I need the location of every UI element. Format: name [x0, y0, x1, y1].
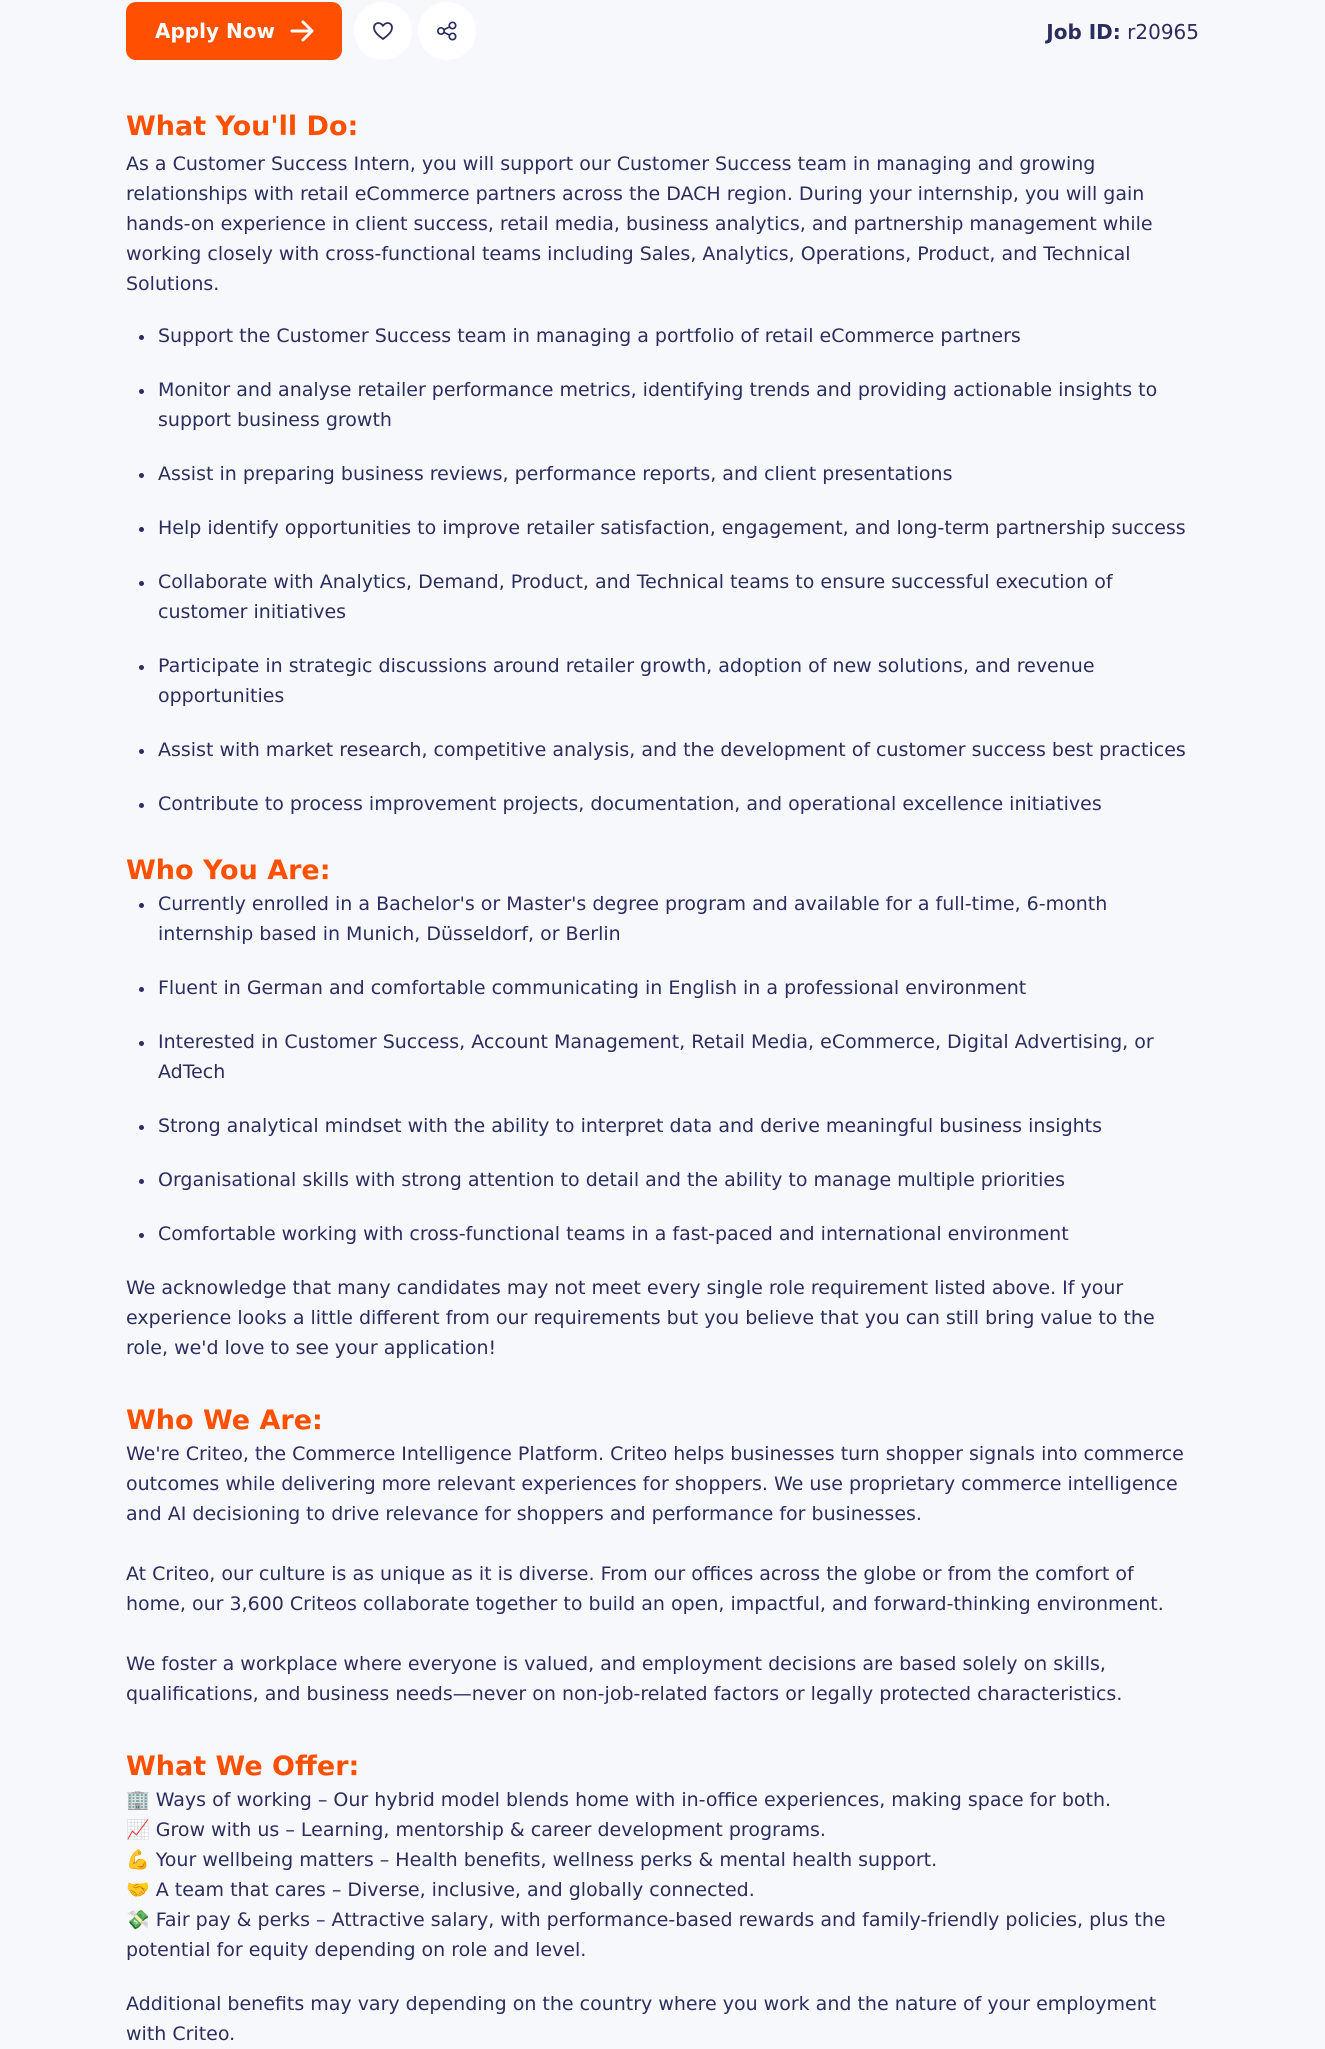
- list-item: Fluent in German and comfortable communicating in English in a professional environment: [126, 973, 1199, 1003]
- benefit-item: [126, 1815, 1199, 1845]
- list-item: Participate in strategic discussions around retailer growth, adoption of new solutions, and revenue opportunities: [126, 651, 1199, 711]
- benefit-text: Fair pay & perks – Attractive salary, with performance-based rewards and family-friendly policies, plus the potential for equity depending on role and level.: [126, 1909, 1166, 1961]
- office-building-icon: 🏢: [126, 1789, 150, 1811]
- benefit-text: Your wellbeing matters – Health benefits, wellness perks & mental health support.: [155, 1849, 938, 1871]
- benefit-item: [126, 1875, 1199, 1905]
- requirements-list: [126, 889, 1199, 1249]
- list-item: Organisational skills with strong attention to detail and the ability to manage multiple priorities: [126, 1165, 1199, 1195]
- job-id-value: r20965: [1127, 20, 1199, 44]
- list-item: Contribute to process improvement projects, documentation, and operational excellence initiatives: [126, 789, 1199, 819]
- arrow-right-icon: [290, 19, 316, 43]
- who-you-are-section: [126, 853, 1199, 1363]
- company-paragraph: At Criteo, our culture is as unique as it is diverse. From our offices across the globe or from the comfort of home, our 3,600 Criteos collaborate together to build an open, impactful, and forward-thinking environment.: [126, 1563, 1164, 1615]
- list-item: Monitor and analyse retailer performance metrics, identifying trends and providing actionable insights to support business growth: [126, 375, 1199, 435]
- list-item: Help identify opportunities to improve retailer satisfaction, engagement, and long-term partnership success: [126, 513, 1199, 543]
- who-we-are-heading: Who We Are:: [126, 1405, 323, 1436]
- benefit-item: [126, 1905, 1199, 1965]
- heart-icon: [372, 21, 394, 41]
- share-button[interactable]: [418, 2, 476, 60]
- list-item: Strong analytical mindset with the ability to interpret data and derive meaningful business insights: [126, 1111, 1199, 1141]
- list-item: Collaborate with Analytics, Demand, Product, and Technical teams to ensure successful execution of customer initiatives: [126, 567, 1199, 627]
- list-item: Currently enrolled in a Bachelor's or Master's degree program and available for a full-time, 6-month internship based in Munich, Düsseldorf, or Berlin: [126, 889, 1199, 949]
- apply-now-label: Apply Now: [155, 19, 275, 43]
- who-you-are-heading: Who You Are:: [126, 855, 331, 886]
- benefits-list: [126, 1785, 1199, 1965]
- flexed-biceps-icon: 💪: [126, 1849, 150, 1871]
- job-description: [126, 0, 1199, 2049]
- list-item: Comfortable working with cross-functional teams in a fast-paced and international environment: [126, 1219, 1199, 1249]
- action-bar: [126, 2, 1199, 62]
- what-you-do-heading: What You'll Do:: [126, 111, 359, 142]
- benefit-text: Ways of working – Our hybrid model blends home with in-office experiences, making space for both.: [155, 1789, 1112, 1811]
- job-id-label: Job ID:: [1046, 20, 1121, 44]
- list-item: Assist with market research, competitive analysis, and the development of customer success best practices: [126, 735, 1199, 765]
- what-you-do-intro: As a Customer Success Intern, you will support our Customer Success team in managing and growing relationships with retail eCommerce partners across the DACH region. During your internship, you will gain hands-on experience in client success, retail media, business analytics, and partnership management while working closely with cross-functional teams including Sales, Analytics, Operations, Product, and Technical Solutions.: [126, 153, 1153, 295]
- apply-now-button[interactable]: [126, 2, 342, 60]
- share-icon: [436, 21, 458, 41]
- benefit-text: A team that cares – Diverse, inclusive, and globally connected.: [155, 1879, 755, 1901]
- what-we-offer-heading: What We Offer:: [126, 1751, 360, 1782]
- benefit-text: Grow with us – Learning, mentorship & career development programs.: [155, 1819, 826, 1841]
- job-id: [1046, 20, 1199, 44]
- money-with-wings-icon: 💸: [126, 1909, 150, 1931]
- list-item: Assist in preparing business reviews, performance reports, and client presentations: [126, 459, 1199, 489]
- what-you-do-section: [126, 109, 1199, 819]
- handshake-icon: 🤝: [126, 1879, 150, 1901]
- benefit-item: [126, 1845, 1199, 1875]
- responsibilities-list: [126, 321, 1199, 819]
- what-we-offer-section: [126, 1749, 1199, 2049]
- list-item: Interested in Customer Success, Account Management, Retail Media, eCommerce, Digital Advertising, or AdTech: [126, 1027, 1199, 1087]
- chart-increasing-icon: 📈: [126, 1819, 150, 1841]
- requirements-closing: We acknowledge that many candidates may not meet every single role requirement listed above. If your experience looks a little different from our requirements but you believe that you can still bring value to the role, we'd love to see your application!: [126, 1277, 1155, 1359]
- who-we-are-section: [126, 1403, 1199, 1709]
- benefits-note: Additional benefits may vary depending on the country where you work and the nature of your employment with Criteo.: [126, 1993, 1157, 2045]
- list-item: Support the Customer Success team in managing a portfolio of retail eCommerce partners: [126, 321, 1199, 351]
- company-paragraph: We're Criteo, the Commerce Intelligence Platform. Criteo helps businesses turn shopper signals into commerce outcomes while delivering more relevant experiences for shoppers. We use proprietary commerce intelligence and AI decisioning to drive relevance for shoppers and performance for businesses.: [126, 1443, 1184, 1525]
- company-paragraph: We foster a workplace where everyone is valued, and employment decisions are based solely on skills, qualifications, and business needs—never on non-job-related factors or legally protected characteristics.: [126, 1653, 1123, 1705]
- benefit-item: [126, 1785, 1199, 1815]
- favorite-button[interactable]: [354, 2, 412, 60]
